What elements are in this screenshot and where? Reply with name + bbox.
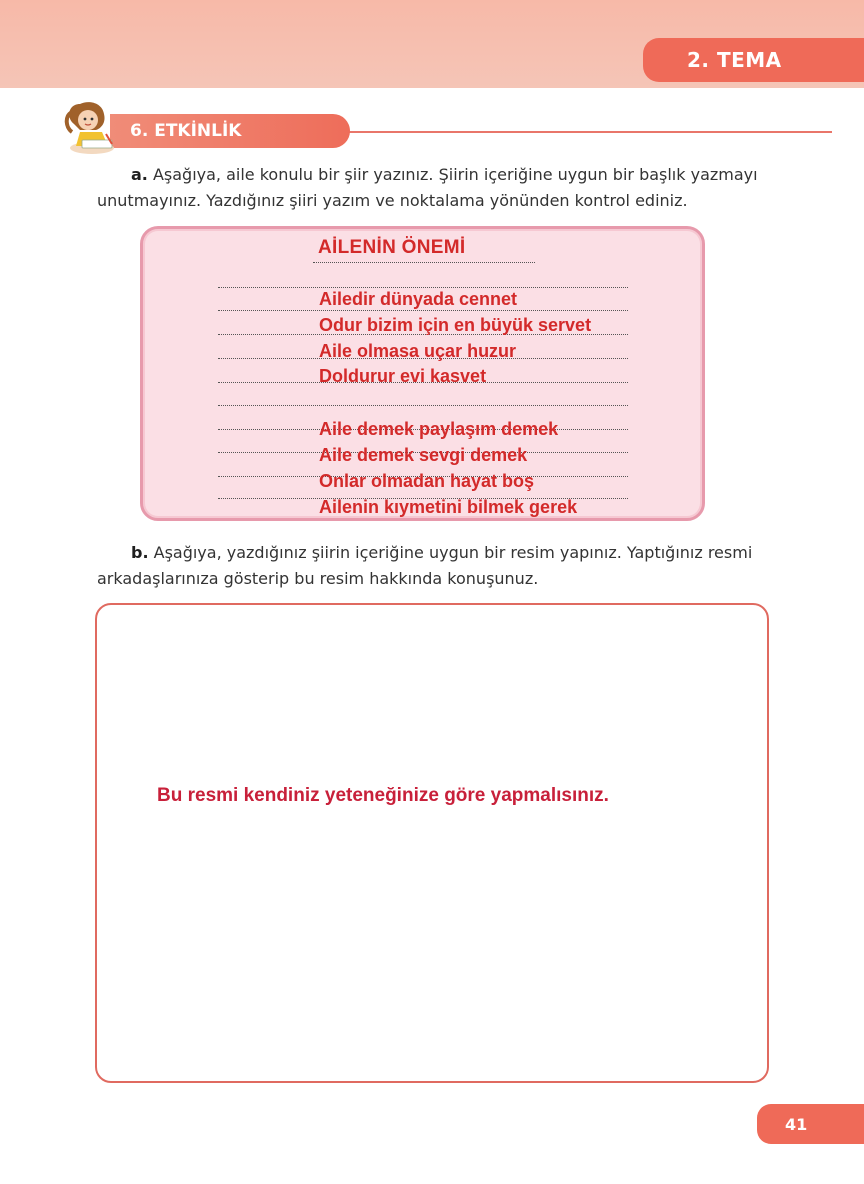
instruction-b <box>97 540 769 592</box>
drawing-area[interactable] <box>95 603 769 1083</box>
activity-divider <box>348 131 832 133</box>
poem-title: AİLENİN ÖNEMİ <box>318 237 466 258</box>
writing-line <box>218 287 628 288</box>
instruction-b-marker: b. <box>131 543 149 562</box>
poem-line: Aile olmasa uçar huzur <box>319 341 517 361</box>
writing-line <box>218 310 628 311</box>
girl-writing-icon <box>62 98 126 158</box>
instruction-b-text: Aşağıya, yazdığınız şiirin içeriğine uygun bir resim yapınız. Yaptığınız resmi arkadaşlarınıza gösterip bu resim hakkında konuşunuz. <box>97 543 753 588</box>
activity-header <box>62 98 782 158</box>
instruction-a <box>97 162 769 214</box>
page-number: 41 <box>785 1114 808 1134</box>
instruction-a-marker: a. <box>131 165 148 184</box>
drawing-note: Bu resmi kendiniz yeteneğinize göre yapmalısınız. <box>157 785 609 806</box>
poem-line: Odur bizim için en büyük servet <box>319 315 592 335</box>
poem-line: Aile demek sevgi demek <box>319 445 528 465</box>
instruction-a-text: Aşağıya, aile konulu bir şiir yazınız. Şiirin içeriğine uygun bir başlık yazmayı unutmayınız. Yazdığınız şiiri yazım ve noktalama yönünden kontrol ediniz. <box>97 165 758 210</box>
theme-tab <box>643 38 864 82</box>
poem-line: Doldurur evi kasvet <box>319 366 487 386</box>
poem-line: Aile demek paylaşım demek <box>319 419 559 439</box>
theme-label: 2. TEMA <box>687 48 782 72</box>
poem-line: Ailenin kıymetini bilmek gerek <box>319 497 578 517</box>
activity-label-pill <box>110 114 350 148</box>
poem-line: Ailedir dünyada cennet <box>319 289 518 309</box>
activity-label: 6. ETKİNLİK <box>130 121 242 141</box>
title-writing-line <box>313 262 535 263</box>
poem-line: Onlar olmadan hayat boş <box>319 471 535 491</box>
page-number-tab <box>757 1104 864 1144</box>
writing-line <box>218 405 628 406</box>
